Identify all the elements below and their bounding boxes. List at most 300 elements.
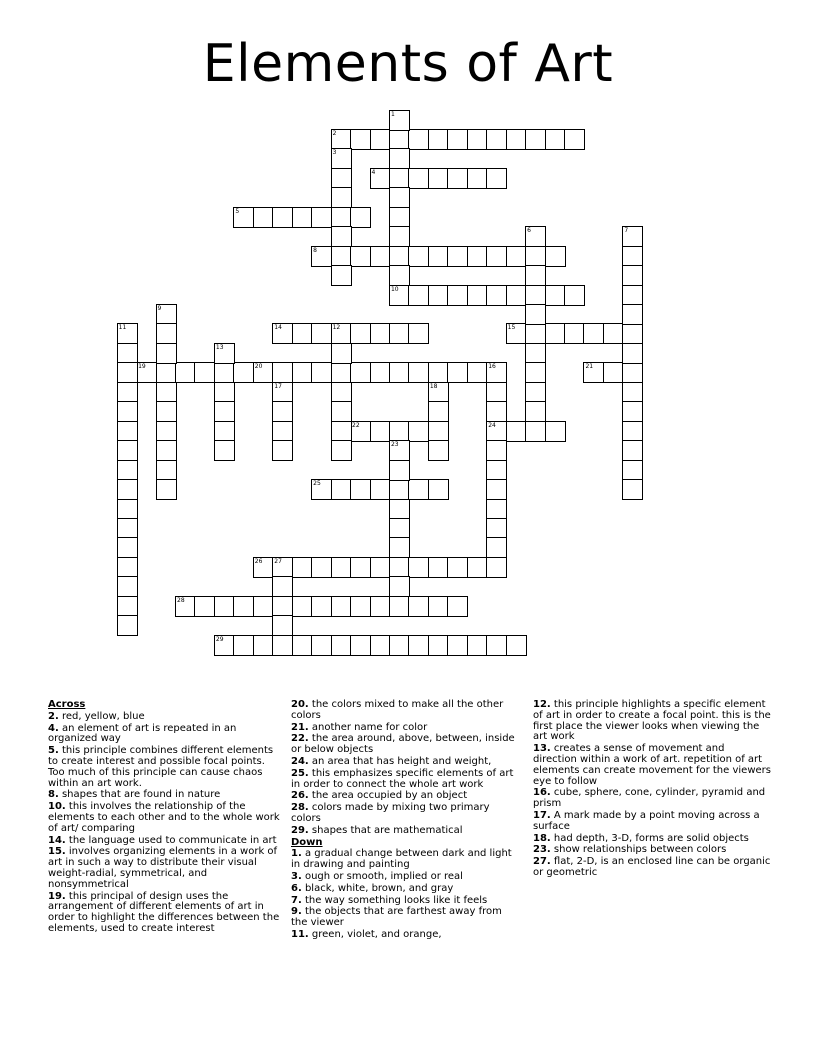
clue bbox=[48, 836, 280, 847]
grid-cell[interactable] bbox=[447, 596, 468, 617]
grid-cell[interactable] bbox=[389, 246, 410, 267]
grid-cell[interactable] bbox=[389, 226, 410, 247]
grid-cell[interactable] bbox=[331, 362, 352, 383]
clue bbox=[533, 857, 771, 879]
grid-cell[interactable] bbox=[506, 246, 527, 267]
clue bbox=[291, 734, 519, 756]
grid-cell[interactable] bbox=[370, 479, 391, 500]
clue-number-label: 8. bbox=[48, 789, 59, 801]
clue-number-label: 28. bbox=[291, 802, 309, 814]
clue-number: 1 bbox=[390, 110, 395, 118]
grid-cell[interactable] bbox=[233, 635, 254, 656]
grid-cell[interactable] bbox=[486, 499, 507, 520]
grid-cell[interactable] bbox=[350, 129, 371, 150]
grid-cell[interactable] bbox=[214, 596, 235, 617]
across-header: Across bbox=[48, 699, 86, 710]
grid-cell[interactable] bbox=[408, 362, 429, 383]
grid-cell[interactable] bbox=[622, 362, 643, 383]
grid-cell[interactable] bbox=[622, 382, 643, 403]
grid-cell[interactable] bbox=[603, 362, 624, 383]
grid-cell[interactable] bbox=[117, 382, 138, 403]
clue-number-label: 9. bbox=[291, 906, 302, 918]
grid-cell[interactable] bbox=[292, 323, 313, 344]
grid-cell[interactable] bbox=[467, 129, 488, 150]
grid-cell[interactable] bbox=[525, 265, 546, 286]
grid-cell[interactable] bbox=[331, 479, 352, 500]
grid-cell[interactable] bbox=[272, 615, 293, 636]
clue-number: 28 bbox=[177, 596, 185, 604]
grid-cell[interactable] bbox=[292, 635, 313, 656]
grid-cell[interactable] bbox=[408, 596, 429, 617]
grid-cell[interactable] bbox=[331, 207, 352, 228]
grid-cell[interactable] bbox=[156, 343, 177, 364]
clue-number-label: 14. bbox=[48, 834, 66, 846]
clue-text: the area around, above, between, inside or below objects bbox=[291, 733, 515, 756]
grid-cell[interactable] bbox=[467, 246, 488, 267]
clue bbox=[48, 790, 280, 801]
grid-cell[interactable] bbox=[117, 479, 138, 500]
clue bbox=[533, 834, 771, 845]
grid-cell[interactable] bbox=[253, 207, 274, 228]
clue-text: an element of art is repeated in an organized way bbox=[48, 722, 237, 745]
grid-cell[interactable] bbox=[233, 362, 254, 383]
grid-cell[interactable] bbox=[214, 382, 235, 403]
grid-cell[interactable] bbox=[408, 557, 429, 578]
grid-cell[interactable] bbox=[447, 168, 468, 189]
clue bbox=[291, 723, 519, 734]
clue-number-label: 13. bbox=[533, 743, 551, 755]
grid-cell[interactable] bbox=[350, 479, 371, 500]
clue-text: another name for color bbox=[308, 721, 428, 733]
grid-cell[interactable] bbox=[272, 401, 293, 422]
grid-cell[interactable] bbox=[292, 596, 313, 617]
grid-cell[interactable] bbox=[506, 285, 527, 306]
grid-cell[interactable] bbox=[525, 382, 546, 403]
grid-cell[interactable] bbox=[389, 129, 410, 150]
clue-column-1 bbox=[48, 700, 280, 936]
grid-cell[interactable] bbox=[467, 557, 488, 578]
grid-cell[interactable] bbox=[272, 421, 293, 442]
grid-cell[interactable] bbox=[389, 323, 410, 344]
grid-cell[interactable] bbox=[350, 207, 371, 228]
grid-cell[interactable] bbox=[447, 362, 468, 383]
clue-text: show relationships between colors bbox=[550, 844, 727, 856]
grid-cell[interactable] bbox=[370, 421, 391, 442]
clue-text: the language used to communicate in art bbox=[65, 834, 277, 846]
clue-text: shapes that are mathematical bbox=[308, 824, 463, 836]
clue-number: 22 bbox=[352, 421, 360, 429]
grid-cell[interactable] bbox=[564, 285, 585, 306]
grid-cell[interactable] bbox=[603, 323, 624, 344]
clue-number: 27 bbox=[274, 557, 282, 565]
clue-number: 18 bbox=[429, 382, 438, 390]
clue bbox=[291, 884, 519, 895]
grid-cell[interactable] bbox=[545, 246, 566, 267]
clue-text: involves organizing elements in a work of art in such a way to distribute their visual weight-radial, symmetrical, and nonsymmetrical bbox=[48, 846, 278, 890]
clue-number: 9 bbox=[157, 305, 162, 312]
clue-number-label: 15. bbox=[48, 846, 66, 858]
grid-cell[interactable] bbox=[156, 382, 177, 403]
grid-cell[interactable] bbox=[408, 323, 429, 344]
grid-cell[interactable] bbox=[214, 362, 235, 383]
grid-cell[interactable] bbox=[389, 537, 410, 558]
grid-cell[interactable] bbox=[525, 401, 546, 422]
grid-cell[interactable] bbox=[447, 635, 468, 656]
grid-cell[interactable] bbox=[525, 285, 546, 306]
clue-text: cube, sphere, cone, cylinder, pyramid and prism bbox=[533, 787, 766, 810]
grid-cell[interactable] bbox=[311, 635, 332, 656]
grid-cell[interactable] bbox=[194, 596, 215, 617]
clue-text: the way something looks like it feels bbox=[301, 894, 488, 906]
grid-cell[interactable] bbox=[272, 362, 293, 383]
grid-cell[interactable] bbox=[408, 129, 429, 150]
clue-number: 13 bbox=[215, 343, 224, 351]
clue-number: 4 bbox=[371, 168, 376, 176]
grid-cell[interactable] bbox=[370, 129, 391, 150]
grid-cell[interactable] bbox=[467, 635, 488, 656]
grid-cell[interactable] bbox=[506, 129, 527, 150]
clue bbox=[48, 847, 280, 890]
grid-cell[interactable] bbox=[486, 440, 507, 461]
grid-cell[interactable] bbox=[486, 382, 507, 403]
clue-number: 8 bbox=[313, 246, 317, 254]
grid-cell[interactable] bbox=[486, 557, 507, 578]
clue-number-label: 20. bbox=[291, 699, 309, 710]
clue-text: this emphasizes specific elements of art in order to connect the whole art work bbox=[291, 767, 514, 790]
page-title: Elements of Art bbox=[202, 34, 614, 94]
grid-cell[interactable] bbox=[428, 635, 449, 656]
clue-number: 16 bbox=[488, 363, 496, 371]
clue bbox=[291, 826, 519, 837]
clue-number: 3 bbox=[332, 149, 337, 157]
grid-cell[interactable] bbox=[156, 401, 177, 422]
clue-text: green, violet, and orange, bbox=[308, 928, 442, 940]
grid-cell[interactable] bbox=[525, 304, 546, 325]
clue-text: the colors mixed to make all the other colors bbox=[291, 699, 504, 721]
grid-cell[interactable] bbox=[331, 246, 352, 267]
grid-cell[interactable] bbox=[311, 207, 332, 228]
grid-cell[interactable] bbox=[311, 362, 332, 383]
grid-cell[interactable] bbox=[389, 518, 410, 539]
grid-cell[interactable] bbox=[156, 460, 177, 481]
clue-text: the area occupied by an object bbox=[308, 790, 468, 802]
grid-cell[interactable] bbox=[156, 323, 177, 344]
grid-cell[interactable] bbox=[447, 285, 468, 306]
grid-cell[interactable] bbox=[350, 362, 371, 383]
grid-cell[interactable] bbox=[486, 285, 507, 306]
clue-text: red, yellow, blue bbox=[58, 710, 145, 722]
grid-cell[interactable] bbox=[428, 421, 449, 442]
grid-cell[interactable] bbox=[350, 246, 371, 267]
grid-cell[interactable] bbox=[350, 596, 371, 617]
grid-cell[interactable] bbox=[331, 382, 352, 403]
grid-cell[interactable] bbox=[389, 596, 410, 617]
clue-number: 15 bbox=[507, 324, 516, 332]
clue-number-label: 21. bbox=[291, 721, 309, 733]
grid-cell[interactable] bbox=[389, 499, 410, 520]
grid-cell[interactable] bbox=[525, 323, 546, 344]
grid-cell[interactable] bbox=[156, 421, 177, 442]
clue-number: 26 bbox=[254, 557, 263, 565]
grid-cell[interactable] bbox=[428, 440, 449, 461]
grid-cell[interactable] bbox=[156, 362, 177, 383]
grid-cell[interactable] bbox=[428, 401, 449, 422]
grid-cell[interactable] bbox=[447, 129, 468, 150]
clue-column-3 bbox=[533, 700, 771, 880]
grid-cell[interactable] bbox=[117, 499, 138, 520]
clue bbox=[48, 746, 280, 789]
grid-cell[interactable] bbox=[564, 323, 585, 344]
grid-cell[interactable] bbox=[428, 285, 449, 306]
grid-cell[interactable] bbox=[331, 421, 352, 442]
grid-cell[interactable] bbox=[408, 421, 429, 442]
clue-text: A mark made by a point moving across a surface bbox=[533, 809, 760, 832]
grid-cell[interactable] bbox=[622, 401, 643, 422]
grid-cell[interactable] bbox=[331, 265, 352, 286]
grid-cell[interactable] bbox=[272, 207, 293, 228]
grid-cell[interactable] bbox=[214, 440, 235, 461]
grid-cell[interactable] bbox=[214, 421, 235, 442]
grid-cell[interactable] bbox=[428, 246, 449, 267]
grid-cell[interactable] bbox=[117, 518, 138, 539]
grid-cell[interactable] bbox=[545, 129, 566, 150]
clue-number: 25 bbox=[313, 480, 321, 488]
grid-cell[interactable] bbox=[467, 168, 488, 189]
clue-text: this principal of design uses the arrangement of different elements of art in order to highlight the differences between the elements, used to create interest bbox=[48, 890, 280, 934]
grid-cell[interactable] bbox=[117, 343, 138, 364]
grid-cell[interactable] bbox=[117, 401, 138, 422]
grid-cell[interactable] bbox=[370, 596, 391, 617]
grid-cell[interactable] bbox=[486, 518, 507, 539]
grid-cell[interactable] bbox=[117, 440, 138, 461]
grid-cell[interactable] bbox=[486, 537, 507, 558]
grid-cell[interactable] bbox=[486, 460, 507, 481]
grid-cell[interactable] bbox=[370, 323, 391, 344]
grid-cell[interactable] bbox=[117, 362, 138, 383]
grid-cell[interactable] bbox=[408, 246, 429, 267]
grid-cell[interactable] bbox=[525, 129, 546, 150]
grid-cell[interactable] bbox=[622, 323, 643, 344]
grid-cell[interactable] bbox=[117, 615, 138, 636]
grid-cell[interactable] bbox=[545, 323, 566, 344]
clue-number-label: 22. bbox=[291, 733, 309, 745]
grid-cell[interactable] bbox=[389, 557, 410, 578]
grid-cell[interactable] bbox=[583, 323, 604, 344]
grid-cell[interactable] bbox=[408, 635, 429, 656]
grid-cell[interactable] bbox=[311, 323, 332, 344]
clue bbox=[291, 700, 519, 722]
grid-cell[interactable] bbox=[370, 362, 391, 383]
clue-number-label: 10. bbox=[48, 801, 66, 813]
clue-number-label: 3. bbox=[291, 870, 302, 882]
clue bbox=[48, 802, 280, 834]
grid-cell[interactable] bbox=[622, 304, 643, 325]
grid-cell[interactable] bbox=[370, 557, 391, 578]
grid-cell[interactable] bbox=[428, 168, 449, 189]
grid-cell[interactable] bbox=[428, 362, 449, 383]
grid-cell[interactable] bbox=[428, 557, 449, 578]
grid-cell[interactable] bbox=[622, 421, 643, 442]
grid-cell[interactable] bbox=[370, 246, 391, 267]
grid-cell[interactable] bbox=[253, 635, 274, 656]
grid-cell[interactable] bbox=[545, 421, 566, 442]
grid-cell[interactable] bbox=[272, 576, 293, 597]
grid-cell[interactable] bbox=[389, 479, 410, 500]
grid-cell[interactable] bbox=[331, 401, 352, 422]
grid-cell[interactable] bbox=[233, 596, 254, 617]
grid-cell[interactable] bbox=[117, 421, 138, 442]
grid-cell[interactable] bbox=[486, 129, 507, 150]
grid-cell[interactable] bbox=[622, 479, 643, 500]
grid-cell[interactable] bbox=[525, 362, 546, 383]
grid-cell[interactable] bbox=[350, 635, 371, 656]
grid-cell[interactable] bbox=[253, 596, 274, 617]
grid-cell[interactable] bbox=[331, 187, 352, 208]
grid-cell[interactable] bbox=[292, 362, 313, 383]
grid-cell[interactable] bbox=[389, 576, 410, 597]
grid-cell[interactable] bbox=[506, 421, 527, 442]
grid-cell[interactable] bbox=[331, 343, 352, 364]
grid-cell[interactable] bbox=[214, 401, 235, 422]
grid-cell[interactable] bbox=[408, 168, 429, 189]
clue bbox=[48, 712, 280, 723]
clue-number: 21 bbox=[585, 363, 594, 371]
clue-text: flat, 2-D, is an enclosed line can be organic or geometric bbox=[533, 856, 771, 878]
grid-cell[interactable] bbox=[350, 323, 371, 344]
clue-number: 2 bbox=[332, 129, 337, 137]
grid-cell[interactable] bbox=[331, 226, 352, 247]
grid-cell[interactable] bbox=[370, 635, 391, 656]
grid-cell[interactable] bbox=[389, 148, 410, 169]
grid-cell[interactable] bbox=[350, 557, 371, 578]
clue bbox=[291, 791, 519, 802]
grid-cell[interactable] bbox=[486, 479, 507, 500]
grid-cell[interactable] bbox=[117, 557, 138, 578]
grid-cell[interactable] bbox=[331, 635, 352, 656]
grid-cell[interactable] bbox=[156, 440, 177, 461]
clue-number: 5 bbox=[235, 207, 240, 215]
clue-number-label: 6. bbox=[291, 882, 302, 894]
grid-cell[interactable] bbox=[622, 460, 643, 481]
clue bbox=[291, 896, 519, 907]
clue-number: 7 bbox=[624, 227, 629, 235]
grid-cell[interactable] bbox=[525, 421, 546, 442]
grid-cell[interactable] bbox=[156, 479, 177, 500]
clue-number: 20 bbox=[254, 363, 263, 371]
clue-number-label: 19. bbox=[48, 890, 66, 902]
clue-number: 11 bbox=[118, 324, 127, 332]
grid-cell[interactable] bbox=[117, 460, 138, 481]
clue bbox=[291, 803, 519, 825]
grid-cell[interactable] bbox=[525, 246, 546, 267]
clue-number: 14 bbox=[274, 324, 282, 332]
grid-cell[interactable] bbox=[389, 207, 410, 228]
clue bbox=[291, 930, 519, 941]
clue bbox=[533, 845, 771, 856]
grid-cell[interactable] bbox=[486, 401, 507, 422]
grid-cell[interactable] bbox=[428, 596, 449, 617]
grid-cell[interactable] bbox=[408, 479, 429, 500]
grid-cell[interactable] bbox=[428, 479, 449, 500]
grid-cell[interactable] bbox=[389, 187, 410, 208]
grid-cell[interactable] bbox=[389, 362, 410, 383]
grid-cell[interactable] bbox=[486, 168, 507, 189]
grid-cell[interactable] bbox=[545, 285, 566, 306]
clue bbox=[48, 892, 280, 935]
clue-number-label: 17. bbox=[533, 809, 551, 821]
clue-text: a gradual change between dark and light in drawing and painting bbox=[291, 848, 512, 871]
grid-cell[interactable] bbox=[292, 207, 313, 228]
grid-cell[interactable] bbox=[194, 362, 215, 383]
grid-cell[interactable] bbox=[486, 246, 507, 267]
grid-cell[interactable] bbox=[506, 635, 527, 656]
clue-number-label: 12. bbox=[533, 699, 551, 710]
grid-cell[interactable] bbox=[389, 635, 410, 656]
grid-cell[interactable] bbox=[622, 265, 643, 286]
clue-number-label: 23. bbox=[533, 844, 551, 856]
grid-cell[interactable] bbox=[486, 635, 507, 656]
grid-cell[interactable] bbox=[389, 265, 410, 286]
clue-text: had depth, 3-D, forms are solid objects bbox=[550, 832, 749, 844]
grid-cell[interactable] bbox=[117, 537, 138, 558]
grid-cell[interactable] bbox=[117, 576, 138, 597]
grid-cell[interactable] bbox=[175, 362, 196, 383]
grid-cell[interactable] bbox=[447, 557, 468, 578]
grid-cell[interactable] bbox=[292, 557, 313, 578]
grid-cell[interactable] bbox=[622, 440, 643, 461]
grid-cell[interactable] bbox=[389, 460, 410, 481]
clue bbox=[291, 907, 519, 929]
clue-number-label: 4. bbox=[48, 722, 59, 734]
grid-cell[interactable] bbox=[389, 168, 410, 189]
grid-cell[interactable] bbox=[467, 362, 488, 383]
clue-number: 10 bbox=[390, 285, 399, 293]
grid-cell[interactable] bbox=[408, 285, 429, 306]
clue-text: an area that has height and weight, bbox=[308, 755, 492, 767]
clue-number: 12 bbox=[332, 324, 341, 332]
clue bbox=[48, 724, 280, 746]
grid-cell[interactable] bbox=[311, 557, 332, 578]
grid-cell[interactable] bbox=[117, 596, 138, 617]
grid-cell[interactable] bbox=[525, 343, 546, 364]
grid-cell[interactable] bbox=[622, 343, 643, 364]
clue-number-label: 26. bbox=[291, 790, 309, 802]
grid-cell[interactable] bbox=[447, 246, 468, 267]
grid-cell[interactable] bbox=[467, 285, 488, 306]
clue-number: 17 bbox=[274, 382, 282, 390]
clue-number: 24 bbox=[488, 421, 496, 429]
grid-cell[interactable] bbox=[311, 596, 332, 617]
clue-text: shapes that are found in nature bbox=[58, 789, 221, 801]
grid-cell[interactable] bbox=[622, 285, 643, 306]
grid-cell[interactable] bbox=[272, 596, 293, 617]
clue-number-label: 27. bbox=[533, 856, 551, 868]
grid-cell[interactable] bbox=[564, 129, 585, 150]
grid-cell[interactable] bbox=[622, 246, 643, 267]
grid-cell[interactable] bbox=[272, 440, 293, 461]
grid-cell[interactable] bbox=[331, 440, 352, 461]
grid-cell[interactable] bbox=[272, 635, 293, 656]
clue bbox=[291, 757, 519, 768]
clue-number: 19 bbox=[138, 363, 146, 371]
grid-cell[interactable] bbox=[331, 596, 352, 617]
grid-cell[interactable] bbox=[389, 421, 410, 442]
grid-cell[interactable] bbox=[331, 168, 352, 189]
clue-number: 6 bbox=[527, 227, 531, 235]
clue-number: 29 bbox=[215, 635, 224, 643]
grid-cell[interactable] bbox=[331, 557, 352, 578]
grid-cell[interactable] bbox=[428, 129, 449, 150]
